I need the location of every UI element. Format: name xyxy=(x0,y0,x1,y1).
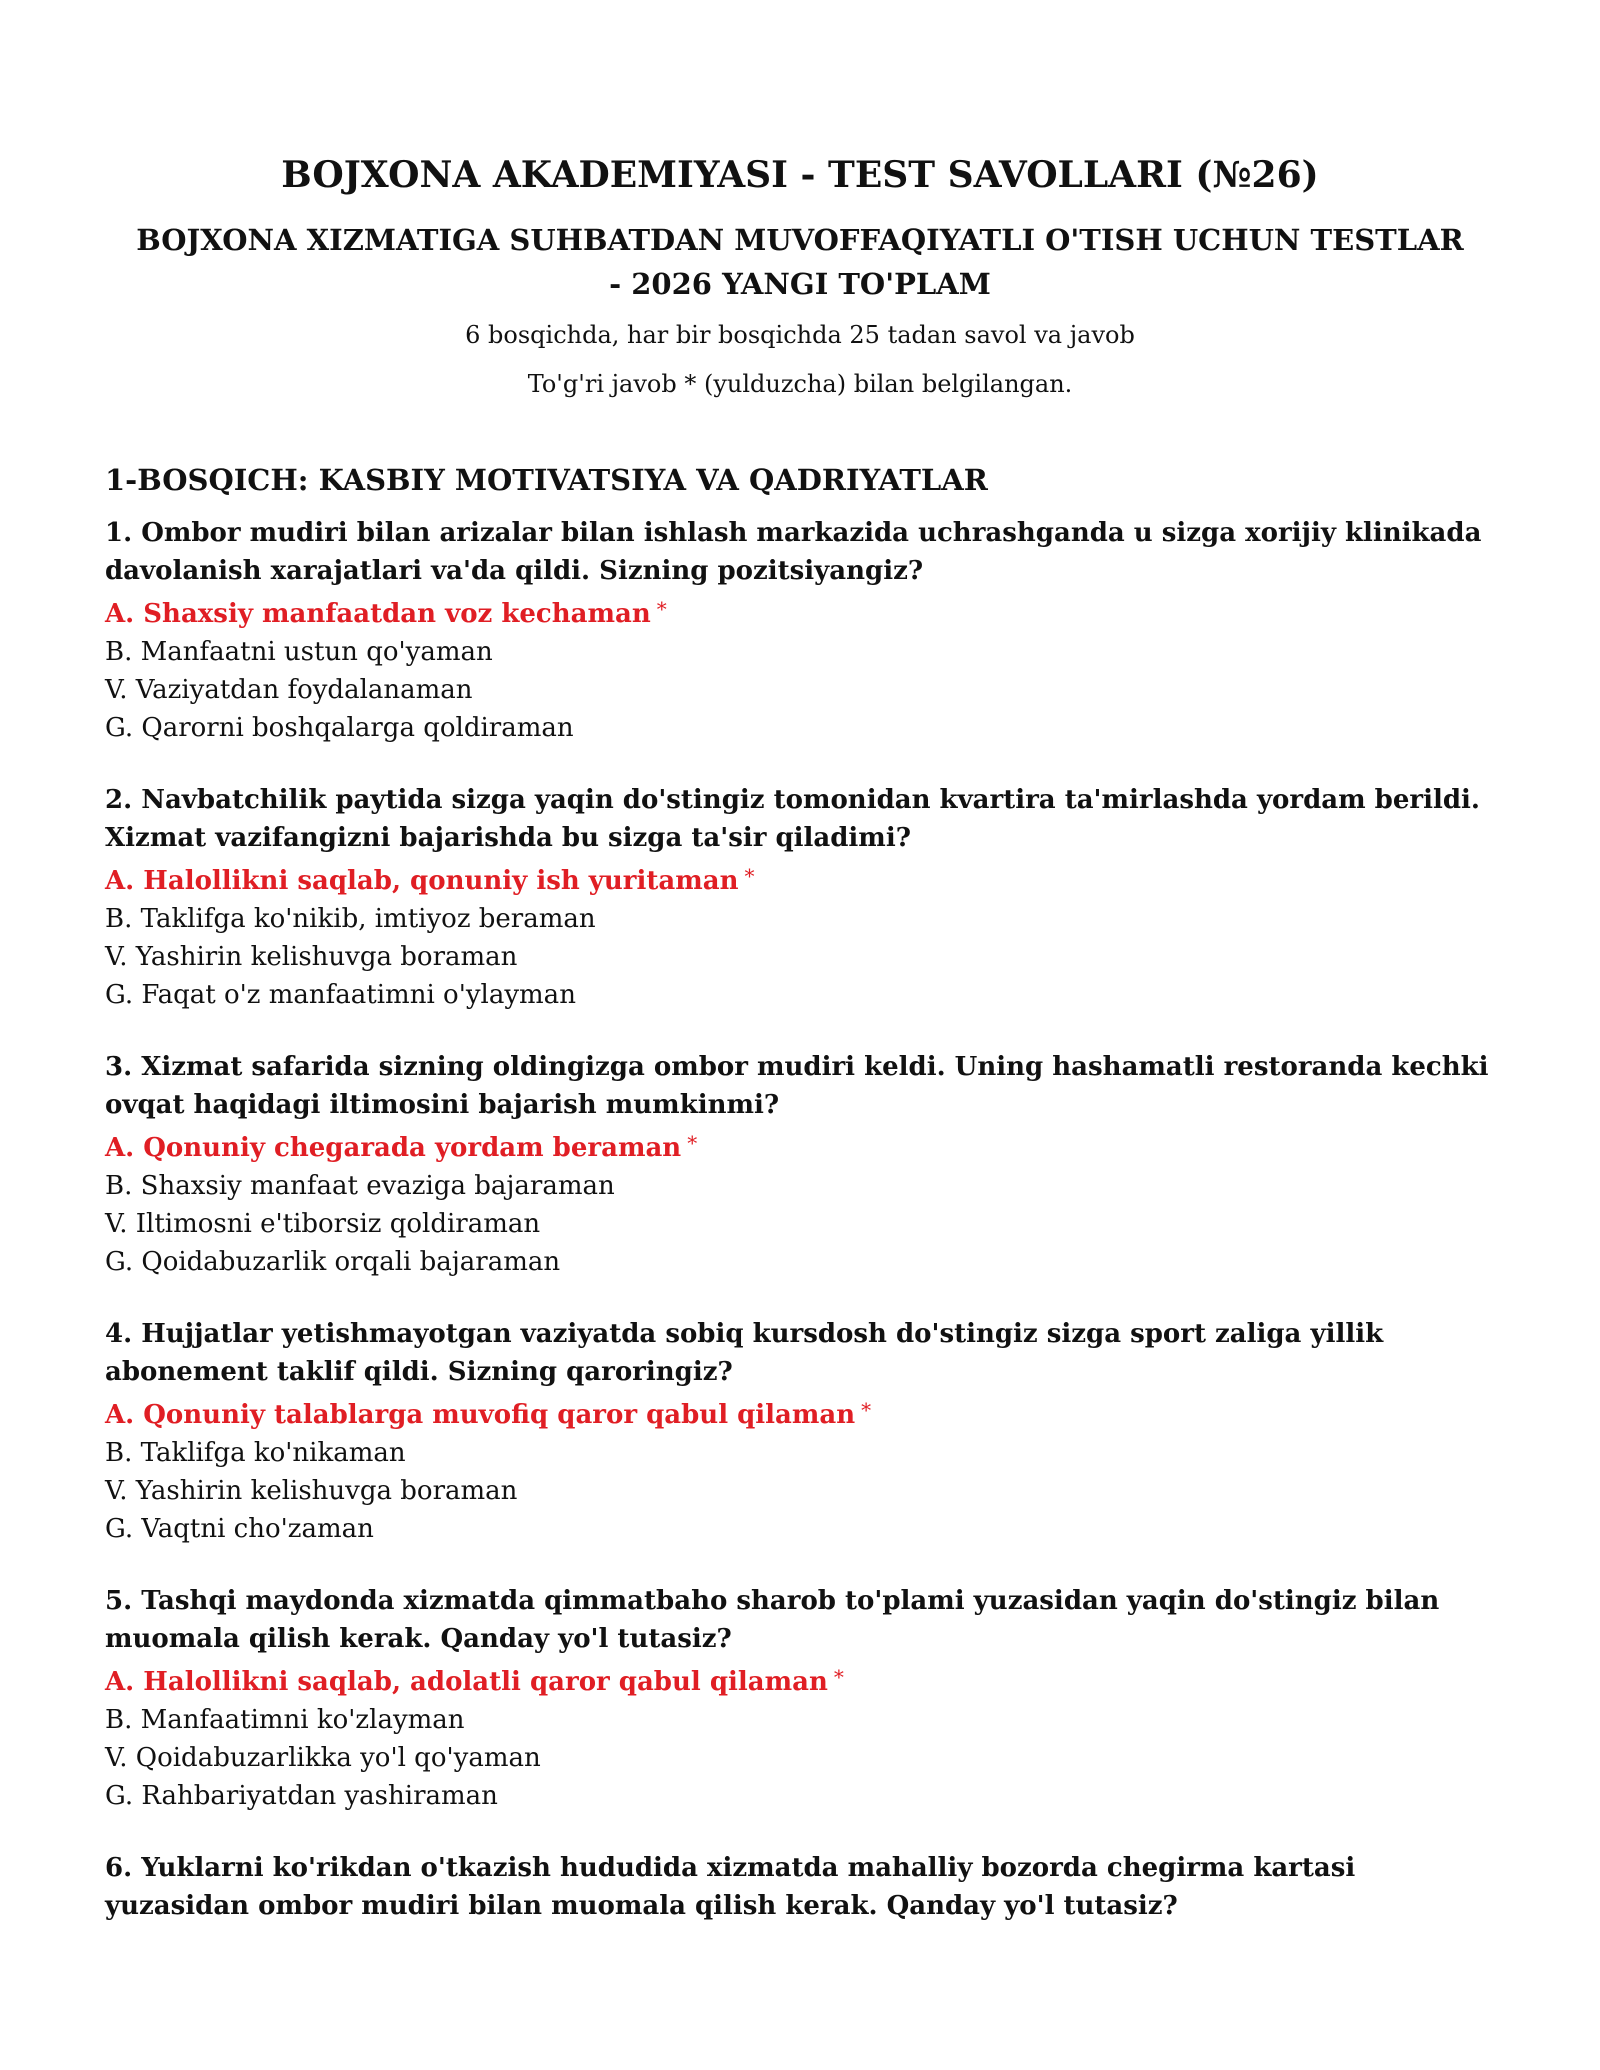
question-5 xyxy=(105,1582,1495,1815)
question-6 xyxy=(105,1849,1495,1925)
question-3 xyxy=(105,1048,1495,1281)
option-text: A. Qonuniy talablarga muvofiq qaror qabul qilaman xyxy=(105,1400,856,1430)
question-text: 4. Hujjatlar yetishmayotgan vaziyatda sobiq kursdosh do'stingiz sizga sport zaliga yillik abonement taklif qildi. Sizning qaroringiz? xyxy=(105,1319,1384,1387)
correct-star-marker: * xyxy=(861,1398,872,1422)
answer-option: V. Vaziyatdan foydalanaman xyxy=(105,675,473,705)
correct-star-marker: * xyxy=(687,1131,698,1155)
question-1 xyxy=(105,514,1495,747)
question-text: 1. Ombor mudiri bilan arizalar bilan ishlash markazida uchrashganda u sizga xorijiy klinikada davolanish xarajatlari va'da qildi. Sizning pozitsiyangiz? xyxy=(105,518,1482,586)
correct-answer-note: To'g'ri javob * (yulduzcha) bilan belgilangan. xyxy=(527,370,1073,398)
question-2 xyxy=(105,781,1495,1014)
correct-answer-option xyxy=(105,1124,1495,1167)
answer-option: V. Yashirin kelishuvga boraman xyxy=(105,1476,518,1506)
document-title: BOJXONA AKADEMIYASI - TEST SAVOLLARI (№26) xyxy=(281,154,1319,196)
option-text: A. Halollikni saqlab, adolatli qaror qabul qilaman xyxy=(105,1667,828,1697)
answer-option: V. Yashirin kelishuvga boraman xyxy=(105,942,518,972)
option-text: A. Halollikni saqlab, qonuniy ish yuritaman xyxy=(105,866,739,896)
section-heading: 1-BOSQICH: KASBIY MOTIVATSIYA VA QADRIYATLAR xyxy=(105,463,988,497)
correct-star-marker: * xyxy=(833,1665,844,1689)
answer-option: B. Shaxsiy manfaat evaziga bajaraman xyxy=(105,1171,615,1201)
answer-option: V. Qoidabuzarlikka yo'l qo'yaman xyxy=(105,1743,541,1773)
test-content xyxy=(105,458,1495,1959)
correct-star-marker: * xyxy=(744,864,755,888)
answer-option: G. Qoidabuzarlik orqali bajaraman xyxy=(105,1247,561,1277)
correct-answer-option xyxy=(105,1658,1495,1701)
answer-option: G. Faqat o'z manfaatimni o'ylayman xyxy=(105,980,576,1010)
answer-option: B. Taklifga ko'nikaman xyxy=(105,1438,406,1468)
answer-option: V. Iltimosni e'tiborsiz qoldiraman xyxy=(105,1209,541,1239)
question-text: 5. Tashqi maydonda xizmatda qimmatbaho sharob to'plami yuzasidan yaqin do'stingiz bilan muomala qilish kerak. Qanday yo'l tutasiz? xyxy=(105,1586,1440,1654)
option-text: A. Qonuniy chegarada yordam beraman xyxy=(105,1133,682,1163)
answer-options xyxy=(105,1391,1495,1548)
document-subtitle: BOJXONA XIZMATIGA SUHBATDAN MUVOFFAQIYATLI O'TISH UCHUN TESTLAR - 2026 YANGI TO'PLAM xyxy=(136,223,1464,301)
answer-options xyxy=(105,1658,1495,1815)
answer-options xyxy=(105,857,1495,1014)
question-text: 2. Navbatchilik paytida sizga yaqin do'stingiz tomonidan kvartira ta'mirlashda yordam berildi. Xizmat vazifangizni bajarishda bu sizga ta'sir qiladimi? xyxy=(105,785,1480,853)
answer-option: G. Rahbariyatdan yashiraman xyxy=(105,1781,498,1811)
stages-note: 6 bosqichda, har bir bosqichda 25 tadan savol va javob xyxy=(465,321,1135,349)
answer-options xyxy=(105,1124,1495,1281)
answer-option: G. Qarorni boshqalarga qoldiraman xyxy=(105,713,574,743)
answer-option: B. Manfaatimni ko'zlayman xyxy=(105,1705,465,1735)
answer-option: B. Taklifga ko'nikib, imtiyoz beraman xyxy=(105,904,596,934)
question-text: 3. Xizmat safarida sizning oldingizga ombor mudiri keldi. Uning hashamatli restoranda kechki ovqat haqidagi iltimosini bajarish mumkinmi? xyxy=(105,1052,1489,1120)
question-text: 6. Yuklarni ko'rikdan o'tkazish hududida xizmatda mahalliy bozorda chegirma kartasi yuzasidan ombor mudiri bilan muomala qilish kerak. Qanday yo'l tutasiz? xyxy=(105,1853,1356,1921)
answer-options xyxy=(105,590,1495,747)
correct-answer-option xyxy=(105,857,1495,900)
option-text: A. Shaxsiy manfaatdan voz kechaman xyxy=(105,599,651,629)
question-4 xyxy=(105,1315,1495,1548)
answer-option: B. Manfaatni ustun qo'yaman xyxy=(105,637,493,667)
correct-answer-option xyxy=(105,1391,1495,1434)
correct-star-marker: * xyxy=(656,597,667,621)
answer-option: G. Vaqtni cho'zaman xyxy=(105,1514,374,1544)
correct-answer-option xyxy=(105,590,1495,633)
